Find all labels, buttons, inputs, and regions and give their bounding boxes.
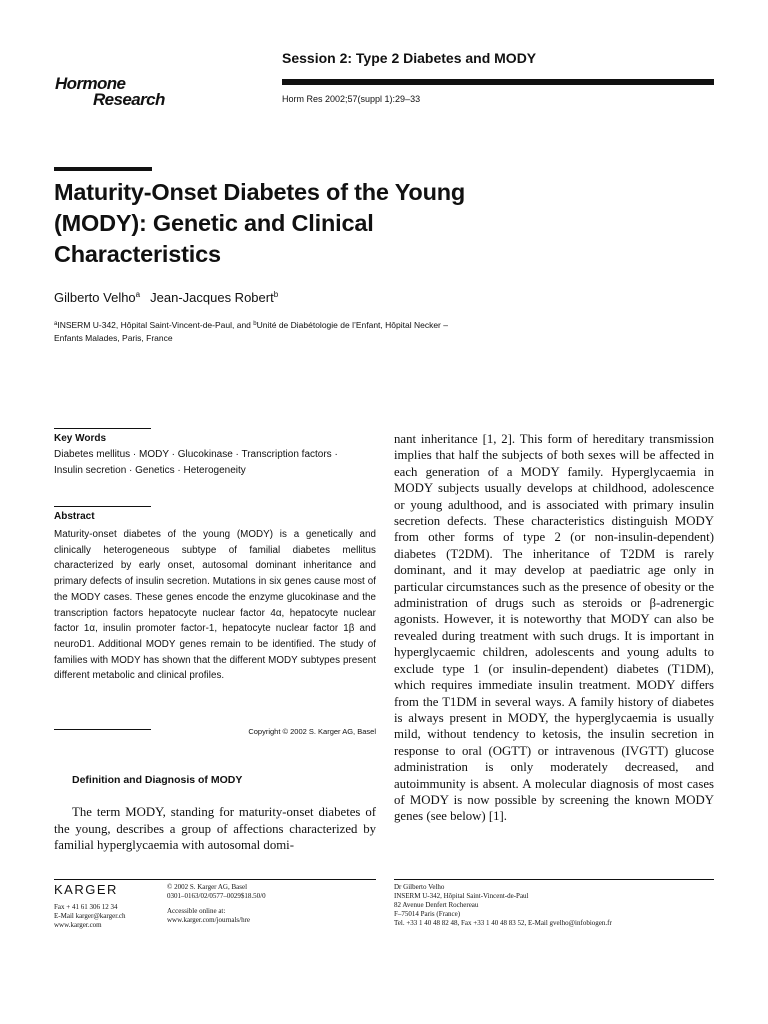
publisher-fax: Fax + 41 61 306 12 34 — [54, 903, 118, 911]
title-line: Maturity-Onset Diabetes of the Young — [54, 179, 466, 205]
affiliation-mark: b — [253, 321, 257, 327]
online-url: www.karger.com/journals/hre — [167, 916, 251, 924]
correspondence-institution: INSERM U-342, Hôpital Saint-Vincent-de-Paul — [394, 892, 529, 900]
abstract-text: Maturity-onset diabetes of the young (MODY) is a genetically and clinically heterogeneous subtype of familial diabetes mellitus characterized by early onset, autosomal dominant inheritance and primary defects of insulin secretion. Mutations in six genes cause most of the MODY cases. These genes encode the enzyme glucokinase and the transcription factors hepatocyte nuclear factor 4α, hepatocyte nuclear factor 1α, insulin promoter factor-1, hepatocyte nuclear factor 1β and neuroD1. Additional MODY genes remain to be identified. The study of families with MODY has shown that the different MODY subtypes present different metabolic and clinical profiles. — [54, 529, 376, 682]
footer-rule — [54, 879, 376, 880]
publisher-website: www.karger.com — [54, 921, 102, 929]
author-list — [54, 290, 278, 305]
copyright-notice: Copyright © 2002 S. Karger AG, Basel — [248, 727, 376, 736]
publication-issn: 0301–0163/02/0577–0029$18.50/0 — [167, 892, 266, 900]
correspondence-city: F–75014 Paris (France) — [394, 910, 461, 918]
journal-citation: Horm Res 2002;57(suppl 1):29–33 — [282, 94, 421, 104]
affiliation-mark: a — [135, 290, 141, 299]
affiliations — [54, 318, 554, 345]
correspondence-street: 82 Avenue Denfert Rochereau — [394, 901, 479, 909]
affiliation-text: INSERM U-342, Hôpital Saint-Vincent-de-Paul, and — [57, 320, 254, 330]
body-text-column-2: nant inheritance [1, 2]. This form of hereditary transmission implies that half the subjects of both sexes will be affected in each generation of a MODY family. Hyperglycaemia in MODY subjects usually develops at childhood, adolescence or young adulthood, and is associated with primary insulin secretion defects. These characteristics distinguish MODY from other forms of type 2 (or non-insulin-dependent) diabetes (T2DM). The inheritance of T2DM is rarely dominant, and it may develop at paediatric age only in particular circumstances such as the presence of obesity or the administration of drugs such as steroids or β-adrenergic agonists. However, it is noteworthy that MODY can also be revealed during treatment with such drugs. It is important in hyperglycaemic children, adolescents and young adults to exclude type 1 (or insulin-dependent) diabetes (T1DM), which requires immediate insulin treatment. MODY differs from the T1DM in several ways. A family history of diabetes is always present in MODY, the hyperglycaemia is usually mild, without tendency to ketosis, the insulin secretion in response to oral (OGTT) or intravenous (IVGTT) glucose administration is only moderately decreased, and autoimmunity is absent. A molecular diagnosis of most cases of MODY is now possible by screening the known MODY genes (see below) [1]. — [394, 432, 714, 824]
correspondence-contact: Tel. +33 1 40 48 82 48, Fax +33 1 40 48 83 52, E-Mail gvelho@infobiogen.fr — [394, 919, 612, 927]
journal-logo — [55, 76, 165, 108]
correspondence-name: Dr Gilberto Velho — [394, 883, 445, 891]
affiliation-text: Enfants Malades, Paris, France — [54, 333, 173, 343]
publisher-email: E-Mail karger@karger.ch — [54, 912, 126, 920]
keywords-heading: Key Words — [54, 433, 107, 444]
session-title: Session 2: Type 2 Diabetes and MODY — [282, 50, 537, 66]
header-rule — [282, 79, 714, 85]
publication-info — [167, 883, 266, 925]
keywords-rule — [54, 428, 151, 429]
keywords-text: Diabetes mellitus · MODY · Glucokinase · Transcription factors · Insulin secretion · Genetics · Heterogeneity — [54, 449, 338, 476]
title-line: Characteristics — [54, 241, 221, 267]
abstract-heading: Abstract — [54, 511, 95, 522]
body-text-column-1: The term MODY, standing for maturity-onset diabetes of the young, describes a group of affections characterized by familial hyperglycaemia with autosomal domi- — [54, 805, 376, 852]
footer-rule — [394, 879, 714, 880]
abstract-rule — [54, 506, 151, 507]
journal-logo-line2: Research — [93, 90, 165, 109]
affiliation-mark: a — [54, 321, 58, 327]
correspondence-address — [394, 883, 612, 928]
author-name: Jean-Jacques Robert — [150, 290, 274, 305]
title-rule — [54, 167, 152, 171]
publication-copyright: © 2002 S. Karger AG, Basel — [167, 883, 248, 891]
affiliation-text: Unité de Diabétologie de l’Enfant, Hôpital Necker – — [256, 320, 448, 330]
paper-title — [54, 177, 654, 270]
journal-logo-line1: Hormone — [55, 74, 126, 93]
author-name: Gilberto Velho — [54, 290, 136, 305]
section-heading: Definition and Diagnosis of MODY — [72, 774, 243, 786]
title-line: (MODY): Genetic and Clinical — [54, 210, 374, 236]
online-label: Accessible online at: — [167, 907, 226, 915]
publisher-contact — [54, 903, 126, 930]
publisher-logo: KARGER — [54, 882, 118, 897]
affiliation-mark: b — [273, 290, 279, 299]
